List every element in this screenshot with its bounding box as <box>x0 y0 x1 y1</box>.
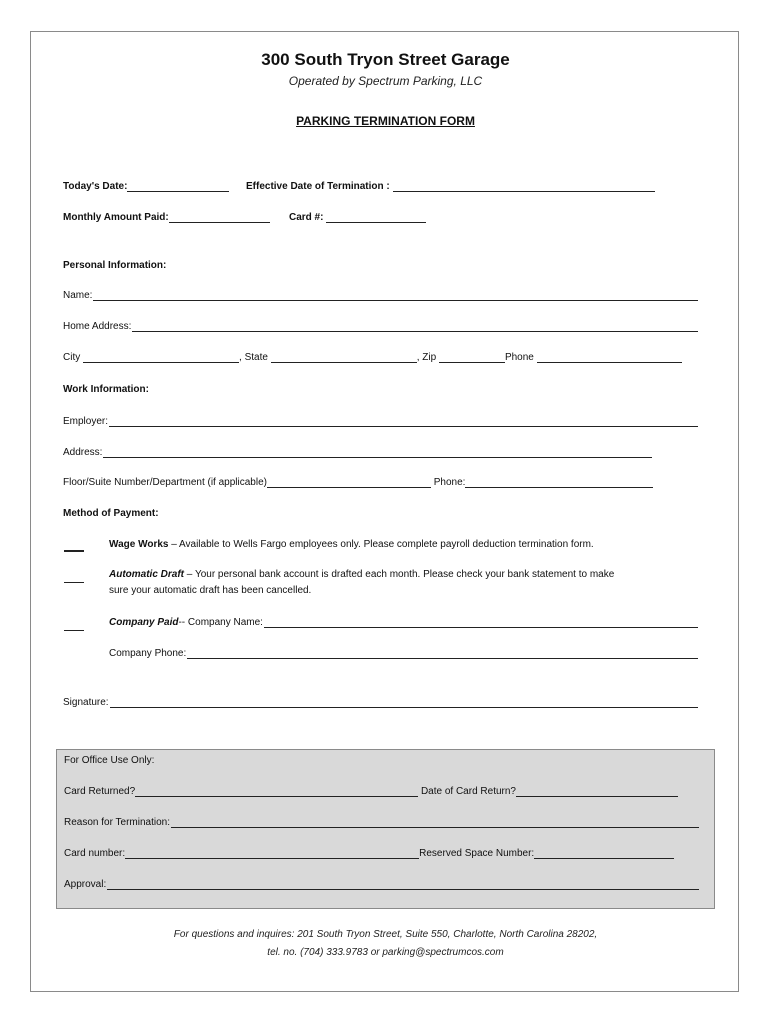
city-label: City <box>63 352 81 363</box>
company-phone-field[interactable] <box>109 648 698 659</box>
reserved-space-line <box>534 848 674 859</box>
todays-date-field[interactable] <box>63 181 229 192</box>
automatic-draft-text: – Your personal bank account is drafted each month. Please check your bank statement to make <box>184 569 615 580</box>
employer-field[interactable] <box>63 416 698 427</box>
effective-date-field[interactable] <box>246 181 655 192</box>
zip-label: , Zip <box>416 352 437 363</box>
footer-line-1: For questions and inquires: 201 South Tryon Street, Suite 550, Charlotte, North Carolina 28202, <box>173 929 598 940</box>
work-address-label: Address: <box>63 447 103 458</box>
form-title <box>31 112 740 130</box>
city-line <box>83 352 239 363</box>
home-address-line <box>132 321 698 332</box>
home-address-label: Home Address: <box>63 321 132 332</box>
signature-line <box>110 697 698 708</box>
signature-field[interactable] <box>63 697 698 708</box>
card-number-field[interactable] <box>289 212 426 223</box>
company-name-label: -- Company Name: <box>178 617 263 628</box>
wage-works-name: Wage Works <box>109 539 169 550</box>
work-info-heading: Work Information: <box>63 384 149 395</box>
form-title-text: PARKING TERMINATION FORM <box>296 114 475 128</box>
reason-label: Reason for Termination: <box>64 817 170 828</box>
phone-line <box>537 352 682 363</box>
card-returned-line <box>135 786 418 797</box>
automatic-draft-checkbox[interactable] <box>64 582 84 583</box>
work-phone-label: Phone: <box>433 477 466 488</box>
personal-info-heading: Personal Information: <box>63 260 167 271</box>
page-title: 300 South Tryon Street Garage <box>261 50 510 69</box>
approval-line <box>107 879 699 890</box>
automatic-draft-name: Automatic Draft <box>109 569 185 580</box>
operator-subtitle: Operated by Spectrum Parking, LLC <box>288 74 483 88</box>
state-line <box>271 352 417 363</box>
approval-field[interactable] <box>64 879 699 890</box>
name-line <box>93 290 698 301</box>
home-address-field[interactable] <box>63 321 698 332</box>
company-paid-checkbox[interactable] <box>64 630 84 631</box>
state-label: , State <box>239 352 268 363</box>
date-returned-label: Date of Card Return? <box>420 786 516 797</box>
floor-suite-line <box>267 477 431 488</box>
city-state-zip-phone-row[interactable] <box>63 352 682 363</box>
work-address-field[interactable] <box>63 447 652 458</box>
card-returned-row[interactable] <box>64 786 678 797</box>
name-field[interactable] <box>63 290 698 301</box>
reason-line <box>171 817 699 828</box>
effective-date-label: Effective Date of Termination : <box>246 181 390 192</box>
card-number-row[interactable] <box>64 848 674 859</box>
phone-label: Phone <box>504 352 534 363</box>
approval-label: Approval: <box>64 879 107 890</box>
name-label: Name: <box>63 290 93 301</box>
company-name-line <box>264 617 698 628</box>
office-use-heading: For Office Use Only: <box>64 755 155 766</box>
company-phone-line <box>187 648 698 659</box>
employer-label: Employer: <box>63 416 109 427</box>
card-number-label: Card #: <box>289 212 324 223</box>
work-address-line <box>103 447 652 458</box>
company-paid-name: Company Paid <box>109 617 179 628</box>
card-returned-label: Card Returned? <box>64 786 136 797</box>
signature-label: Signature: <box>63 697 109 708</box>
form-page <box>30 31 739 992</box>
work-phone-line <box>465 477 653 488</box>
office-card-number-line <box>125 848 419 859</box>
wage-works-text: – Available to Wells Fargo employees only. Please complete payroll deduction termination form. <box>168 539 594 550</box>
wage-works-checkbox[interactable] <box>64 550 84 552</box>
payment-heading: Method of Payment: <box>63 508 159 519</box>
company-phone-label: Company Phone: <box>109 648 187 659</box>
footer-line-2: tel. no. (704) 333.9783 or parking@spectrumcos.com <box>267 947 504 958</box>
date-returned-line <box>516 786 678 797</box>
zip-line <box>439 352 505 363</box>
reason-field[interactable] <box>64 817 699 828</box>
monthly-amount-label: Monthly Amount Paid: <box>63 212 169 223</box>
automatic-draft-option <box>109 569 614 580</box>
reserved-space-label: Reserved Space Number: <box>419 848 535 859</box>
company-paid-option[interactable] <box>109 617 698 628</box>
automatic-draft-text-2: sure your automatic draft has been cancelled. <box>109 585 312 596</box>
office-use-box <box>56 749 715 909</box>
monthly-amount-field[interactable] <box>63 212 270 223</box>
floor-suite-phone-row[interactable] <box>63 477 653 488</box>
floor-suite-label: Floor/Suite Number/Department (if applicable) <box>63 477 267 488</box>
wage-works-option <box>109 539 594 550</box>
todays-date-label: Today's Date: <box>63 181 128 192</box>
employer-line <box>109 416 698 427</box>
office-card-number-label: Card number: <box>64 848 126 859</box>
